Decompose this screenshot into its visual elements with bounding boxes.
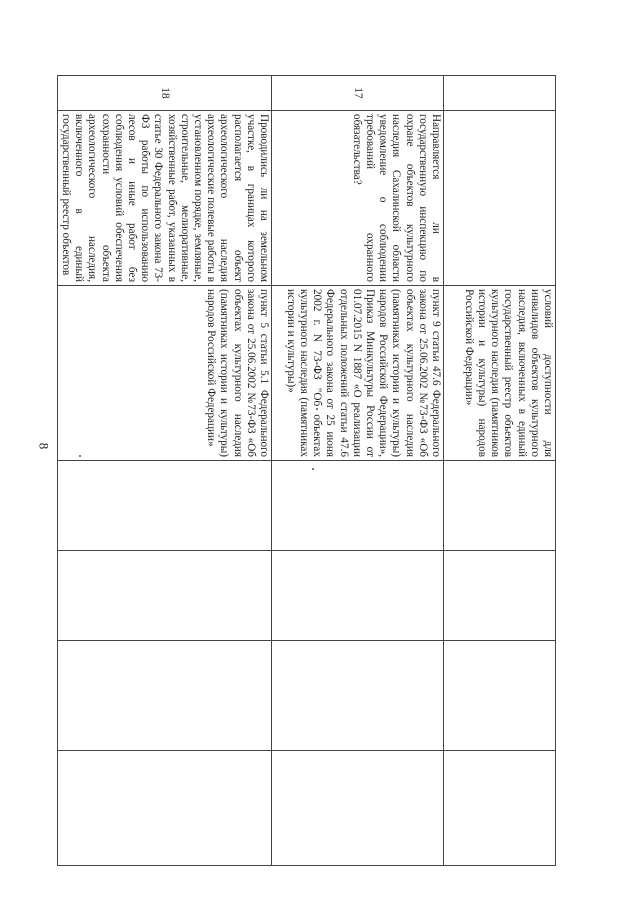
not-applicable-cell	[272, 641, 444, 751]
answer-yes-cell	[272, 461, 444, 551]
answer-no-cell	[444, 551, 556, 641]
table-row	[444, 76, 556, 866]
row-number: 18	[57, 76, 271, 111]
answer-yes-cell	[57, 461, 271, 551]
table-row	[272, 76, 444, 866]
question-cell: Проводились ли на земельном участке, в границах которого располагается объект археологического наследия археологические полевые работы в установленном порядке, земляные, строительные, мелиоративные, хозяйственные работ, указанных в статье 30 Федерального закона 73-ФЗ работы по использованию лесов и иные работ без соблюдения условий обеспечения сохранности объекта археологического наследия, включенного в единый государственный реестр объектов	[57, 111, 271, 286]
inspection-checklist-table	[57, 75, 556, 866]
table-row	[57, 76, 271, 866]
answer-no-cell	[57, 551, 271, 641]
not-applicable-cell	[444, 641, 556, 751]
row-number: 17	[272, 76, 444, 111]
legal-reference-cell: условий доступности для инвалидов объектов культурного наследия, включенных в единый государственный реестр объектов культурного наследия (памятников истории и культуры) народов Российской Федерации»	[444, 286, 556, 461]
rotated-page	[59, 75, 556, 865]
page-number: 8	[36, 442, 52, 450]
note-cell	[272, 751, 444, 866]
note-cell	[57, 751, 271, 866]
legal-reference-cell: пункт 9 статьи 47.6 Федерального закона от 25.06.2002 №73-ФЗ «Об объектах культурного наследия (памятниках истории и культуры) народов Российской Федерации», Приказ Минкультуры России от 01.07.2015 N 1887 «О реализации отдельных положений статьи 47.6 Федерального закона от 25 июня 2002 г. N 73-ФЗ "Об объектах культурного наследия (памятниках истории и культуры)»	[272, 286, 444, 461]
answer-yes-cell	[444, 461, 556, 551]
not-applicable-cell	[57, 641, 271, 751]
question-cell: Направляется ли в государственную инспекцию по охране объектов культурного наследия Сахалинской области уведомление о соблюдении требований охранного обязательства?	[272, 111, 444, 286]
legal-reference-cell: пункт 5 статьи 5.1 Федерального закона от 25.06.2002 №73-ФЗ «Об объектах культурного наследия (памятниках истории и культуры) народов Российской Федерации»	[57, 286, 271, 461]
row-number	[444, 76, 556, 111]
answer-no-cell	[272, 551, 444, 641]
question-cell	[444, 111, 556, 286]
note-cell	[444, 751, 556, 866]
